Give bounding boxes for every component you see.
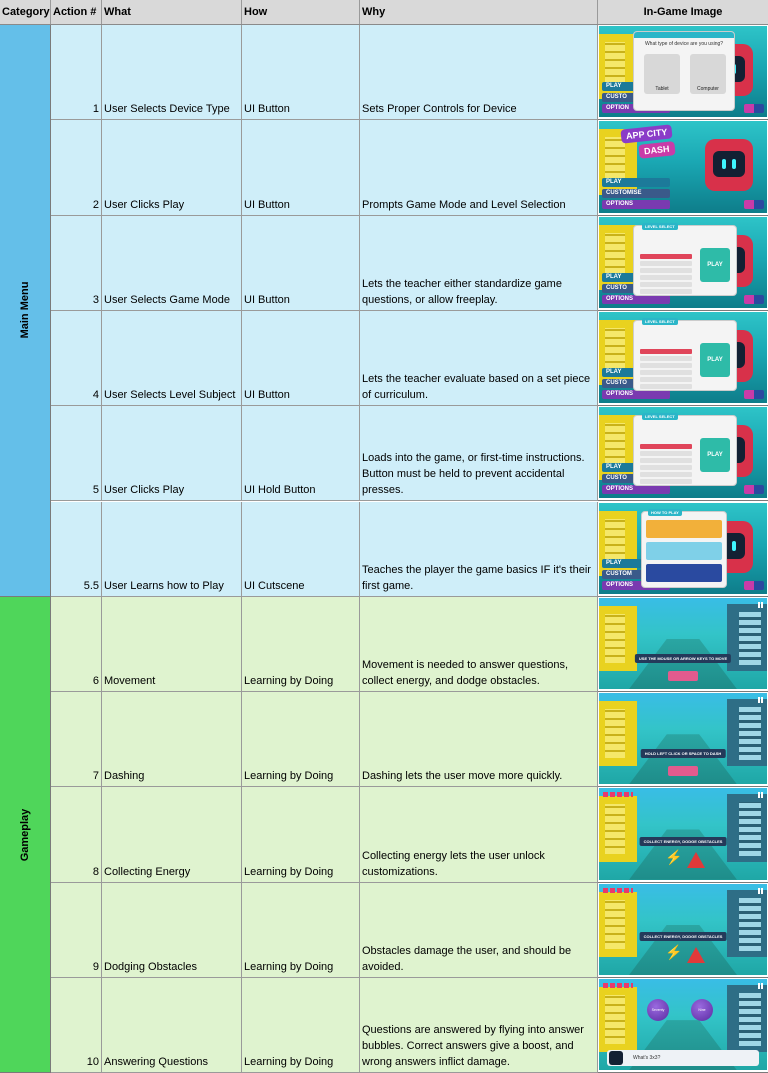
building-windows (605, 614, 625, 663)
robot-eye (732, 541, 736, 551)
level-select-dialog (633, 225, 737, 296)
why-text: Obstacles damage the user, and should be avoided. (362, 944, 572, 973)
pause-icon[interactable] (758, 792, 763, 798)
menu-button[interactable]: PLAY (602, 368, 670, 377)
table-row (51, 311, 768, 406)
how-cell[interactable] (242, 502, 360, 597)
why-text: Lets the teacher either standardize game questions, or allow freeplay. (362, 277, 562, 306)
how-cell[interactable] (242, 216, 360, 311)
action-number-text: 7 (92, 770, 99, 783)
answer-bubble[interactable] (691, 999, 713, 1021)
action-number-text: 8 (92, 865, 99, 878)
game-logo-top: APP CITY (620, 125, 673, 144)
how-cell[interactable] (242, 406, 360, 501)
what-cell[interactable] (102, 311, 242, 406)
subject-item[interactable] (640, 356, 692, 361)
what-cell[interactable] (102, 25, 242, 120)
answer-label: Seventy (651, 1008, 665, 1012)
how-cell[interactable] (242, 692, 360, 787)
menu-button[interactable]: PLAY (602, 463, 670, 472)
how-cell[interactable] (242, 787, 360, 882)
building-windows (739, 898, 761, 951)
corner-icons[interactable] (744, 200, 764, 209)
game-screenshot (599, 407, 767, 498)
play-button[interactable]: PLAY (700, 438, 730, 472)
subject-item[interactable] (640, 370, 692, 375)
why-text: Loads into the game, or first-time instructions. Button must be held to prevent accidental presses. (362, 452, 585, 497)
building-windows (605, 900, 625, 949)
action-number-cell[interactable] (51, 692, 102, 787)
how-text: UI Button (244, 198, 290, 211)
header-category[interactable]: Category (0, 0, 51, 24)
action-number-cell[interactable] (51, 311, 102, 406)
how-to-play-dialog (641, 511, 727, 588)
action-number-text: 5.5 (83, 579, 99, 592)
why-text: Teaches the player the game basics IF it's their first game. (362, 563, 591, 592)
play-button[interactable]: PLAY (700, 248, 730, 282)
game-screenshot (599, 693, 767, 784)
why-cell[interactable] (360, 216, 598, 311)
action-number-cell[interactable] (51, 120, 102, 215)
action-number-cell[interactable] (51, 597, 102, 692)
how-text: Learning by Doing (244, 1056, 334, 1069)
menu-button[interactable]: PLAY (602, 273, 670, 282)
game-screenshot (599, 217, 767, 308)
building-windows (739, 993, 761, 1046)
subject-list (640, 252, 692, 294)
why-text: Movement is needed to answer questions, collect energy, and dodge obstacles. (362, 659, 569, 688)
menu-button[interactable]: OPTIONS (602, 581, 670, 590)
dialog-title: HOW TO PLAY (648, 509, 682, 516)
menu-button[interactable]: OPTIONS (602, 200, 670, 209)
how-cell[interactable] (242, 25, 360, 120)
image-cell[interactable] (598, 502, 768, 597)
robot-avatar-icon (609, 1051, 623, 1065)
what-text: Dodging Obstacles (104, 960, 197, 973)
action-number-cell[interactable] (51, 787, 102, 882)
how-text: Learning by Doing (244, 865, 334, 878)
why-cell[interactable] (360, 883, 598, 978)
category-label: Main Menu (19, 281, 31, 339)
game-screenshot (599, 979, 767, 1070)
building-windows (605, 804, 625, 853)
what-text: Dashing (104, 770, 145, 783)
pause-icon[interactable] (758, 602, 763, 608)
energy-bolt-icon: ⚡ (665, 943, 683, 960)
menu-button[interactable]: OPTIONS (602, 485, 670, 494)
game-screenshot (599, 788, 767, 879)
subject-item[interactable] (640, 254, 692, 259)
action-number-text: 1 (92, 103, 99, 116)
device-option-label: Computer (697, 86, 719, 92)
how-text: UI Cutscene (244, 579, 305, 592)
level-select-dialog (633, 320, 737, 391)
instruction-card (646, 564, 722, 582)
building-windows (739, 612, 761, 665)
dialog-header-bar (634, 32, 734, 38)
dialog-title: LEVEL SELECT (642, 413, 678, 420)
what-cell[interactable] (102, 978, 242, 1073)
header-how[interactable]: How (242, 0, 360, 24)
why-text: Lets the teacher evaluate based on a set piece of curriculum. (362, 373, 591, 402)
subject-item[interactable] (640, 282, 692, 287)
game-screenshot (599, 312, 767, 403)
game-screenshot (599, 503, 767, 594)
how-cell[interactable] (242, 978, 360, 1073)
question-text: What's 3x3? (633, 1055, 661, 1062)
building-windows (739, 802, 761, 855)
image-cell[interactable] (598, 406, 768, 501)
image-cell[interactable] (598, 311, 768, 406)
instruction-card (646, 542, 722, 560)
why-cell[interactable] (360, 597, 598, 692)
road (629, 734, 737, 784)
image-cell[interactable] (598, 216, 768, 311)
header-row (0, 0, 768, 25)
how-cell[interactable] (242, 120, 360, 215)
subject-item[interactable] (640, 349, 692, 354)
menu-button[interactable]: OPTIONS (602, 390, 670, 399)
action-number-text: 9 (92, 960, 99, 973)
why-cell[interactable] (360, 502, 598, 597)
what-cell[interactable] (102, 692, 242, 787)
action-number-cell[interactable] (51, 406, 102, 501)
warning-obstacle-icon (687, 947, 705, 963)
subject-item[interactable] (640, 363, 692, 368)
why-text: Collecting energy lets the user unlock customizations. (362, 849, 545, 878)
corner-icons[interactable] (744, 581, 764, 590)
player-robot (668, 671, 698, 681)
action-number-cell[interactable] (51, 25, 102, 120)
tutorial-hint: COLLECT ENERGY, DODGE OBSTACLES (640, 932, 727, 941)
pause-icon[interactable] (758, 888, 763, 894)
what-cell[interactable] (102, 597, 242, 692)
player-robot (668, 766, 698, 776)
device-option-computer[interactable] (690, 54, 726, 94)
table-row (51, 25, 768, 120)
pause-icon[interactable] (758, 697, 763, 703)
subject-item[interactable] (640, 275, 692, 280)
header-action[interactable]: Action # (51, 0, 102, 24)
action-number-cell[interactable] (51, 978, 102, 1073)
question-bar (607, 1050, 759, 1066)
what-text: User Selects Game Mode (104, 293, 230, 306)
how-text: UI Hold Button (244, 484, 316, 497)
menu-button[interactable]: OPTION (602, 104, 670, 113)
table-row (51, 692, 768, 787)
building-windows (605, 995, 625, 1044)
what-text: User Clicks Play (104, 198, 185, 211)
corner-icons[interactable] (744, 104, 764, 113)
action-number-text: 4 (92, 389, 99, 402)
answer-bubble[interactable] (647, 999, 669, 1021)
action-number-text: 3 (92, 293, 99, 306)
subject-item[interactable] (640, 384, 692, 389)
why-cell[interactable] (360, 406, 598, 501)
menu-button[interactable]: PLAY (602, 559, 670, 568)
action-number-cell[interactable] (51, 502, 102, 597)
table-row (51, 787, 768, 882)
action-number-text: 5 (92, 484, 99, 497)
how-text: Learning by Doing (244, 675, 334, 688)
how-text: Learning by Doing (244, 770, 334, 783)
robot-eye (722, 159, 726, 169)
energy-bolt-icon: ⚡ (665, 848, 683, 865)
what-text: User Learns how to Play (104, 579, 224, 592)
what-cell[interactable] (102, 406, 242, 501)
action-number-cell[interactable] (51, 883, 102, 978)
robot-character (705, 139, 753, 191)
how-cell[interactable] (242, 597, 360, 692)
action-number-cell[interactable] (51, 216, 102, 311)
dialog-title: LEVEL SELECT (642, 223, 678, 230)
image-cell[interactable] (598, 787, 768, 882)
menu-button[interactable]: PLAY (602, 178, 670, 187)
why-text: Sets Proper Controls for Device (362, 103, 517, 116)
how-text: UI Button (244, 389, 290, 402)
game-screenshot (599, 26, 767, 117)
what-text: Answering Questions (104, 1056, 208, 1069)
how-text: UI Button (244, 293, 290, 306)
subject-item[interactable] (640, 261, 692, 266)
subject-item[interactable] (640, 268, 692, 273)
corner-icons[interactable] (744, 390, 764, 399)
tutorial-hint: USE THE MOUSE OR ARROW KEYS TO MOVE (635, 654, 731, 663)
road (629, 639, 737, 689)
table-row (51, 502, 768, 597)
table-row (51, 978, 768, 1073)
corner-icons[interactable] (744, 295, 764, 304)
game-screenshot (599, 884, 767, 975)
what-cell[interactable] (102, 216, 242, 311)
image-cell[interactable] (598, 692, 768, 787)
why-text: Prompts Game Mode and Level Selection (362, 198, 566, 211)
why-cell[interactable] (360, 25, 598, 120)
image-cell[interactable] (598, 25, 768, 120)
corner-icons[interactable] (744, 485, 764, 494)
menu-button[interactable]: PLAY (602, 82, 670, 91)
subject-item[interactable] (640, 377, 692, 382)
subject-item[interactable] (640, 458, 692, 463)
category-label: Gameplay (19, 808, 31, 861)
action-number-text: 2 (92, 198, 99, 211)
answer-label: Nine (698, 1008, 706, 1012)
why-cell[interactable] (360, 978, 598, 1073)
device-dialog (633, 31, 735, 111)
dialog-question: What type of device are you using? (644, 41, 724, 47)
game-screenshot (599, 121, 767, 212)
pause-icon[interactable] (758, 983, 763, 989)
menu-button[interactable]: OPTIONS (602, 295, 670, 304)
health-icon (603, 983, 633, 988)
how-cell[interactable] (242, 883, 360, 978)
game-screenshot (599, 598, 767, 689)
action-number-text: 10 (86, 1056, 99, 1069)
what-cell[interactable] (102, 883, 242, 978)
why-cell[interactable] (360, 692, 598, 787)
what-cell[interactable] (102, 120, 242, 215)
action-number-text: 6 (92, 675, 99, 688)
menu-button[interactable]: CUSTOM (602, 570, 670, 579)
why-cell[interactable] (360, 787, 598, 882)
health-icon (603, 792, 633, 797)
level-select-dialog (633, 415, 737, 486)
how-cell[interactable] (242, 311, 360, 406)
table-row (51, 406, 768, 501)
subject-item[interactable] (640, 465, 692, 470)
game-logo-bottom: DASH (638, 141, 675, 159)
subject-list (640, 442, 692, 484)
health-icon (603, 888, 633, 893)
image-cell[interactable] (598, 120, 768, 215)
subject-list (640, 347, 692, 389)
menu-button[interactable]: CUSTO (602, 379, 670, 388)
header-image[interactable]: In-Game Image (643, 6, 723, 18)
why-cell[interactable] (360, 311, 598, 406)
header-what[interactable]: What (102, 0, 242, 24)
menu-button[interactable]: CUSTO (602, 93, 670, 102)
category-cell[interactable] (0, 597, 51, 1073)
dialog-title: LEVEL SELECT (642, 318, 678, 325)
device-option-label: Tablet (655, 86, 669, 92)
subject-item[interactable] (640, 451, 692, 456)
table-row (51, 883, 768, 978)
menu-button[interactable]: CUSTO (602, 284, 670, 293)
tutorial-hint: COLLECT ENERGY, DODGE OBSTACLES (640, 837, 727, 846)
what-text: Movement (104, 675, 156, 688)
table-row (51, 597, 768, 692)
category-cell[interactable] (0, 25, 51, 597)
robot-face (713, 151, 745, 177)
tutorial-hint: HOLD LEFT CLICK OR SPACE TO DASH (641, 749, 726, 758)
how-text: Learning by Doing (244, 960, 334, 973)
play-button[interactable]: PLAY (700, 343, 730, 377)
table-row (51, 120, 768, 215)
robot-eye (732, 159, 736, 169)
what-cell[interactable] (102, 787, 242, 882)
image-cell[interactable] (598, 883, 768, 978)
building-windows (739, 707, 761, 760)
why-text: Dashing lets the user move more quickly. (362, 770, 563, 783)
table-row (51, 216, 768, 311)
menu-button[interactable]: CUSTOMISE (602, 189, 670, 198)
why-text: Questions are answered by flying into answer bubbles. Correct answers give a boost, and wrong answers inflict damage. (362, 1024, 584, 1069)
header-why[interactable]: Why (360, 0, 598, 24)
what-text: Collecting Energy (104, 865, 191, 878)
what-text: User Clicks Play (104, 484, 185, 497)
why-cell[interactable] (360, 120, 598, 215)
image-cell[interactable] (598, 597, 768, 692)
what-text: User Selects Device Type (104, 103, 230, 116)
what-cell[interactable] (102, 502, 242, 597)
how-text: UI Button (244, 103, 290, 116)
menu-button[interactable]: CUSTO (602, 474, 670, 483)
subject-item[interactable] (640, 472, 692, 477)
device-option-tablet[interactable] (644, 54, 680, 94)
instruction-card (646, 520, 722, 538)
warning-obstacle-icon (687, 852, 705, 868)
subject-item[interactable] (640, 479, 692, 484)
image-cell[interactable] (598, 978, 768, 1073)
building-windows (605, 709, 625, 758)
menu-buttons (602, 176, 670, 209)
subject-item[interactable] (640, 289, 692, 294)
subject-item[interactable] (640, 444, 692, 449)
what-text: User Selects Level Subject (104, 389, 236, 402)
